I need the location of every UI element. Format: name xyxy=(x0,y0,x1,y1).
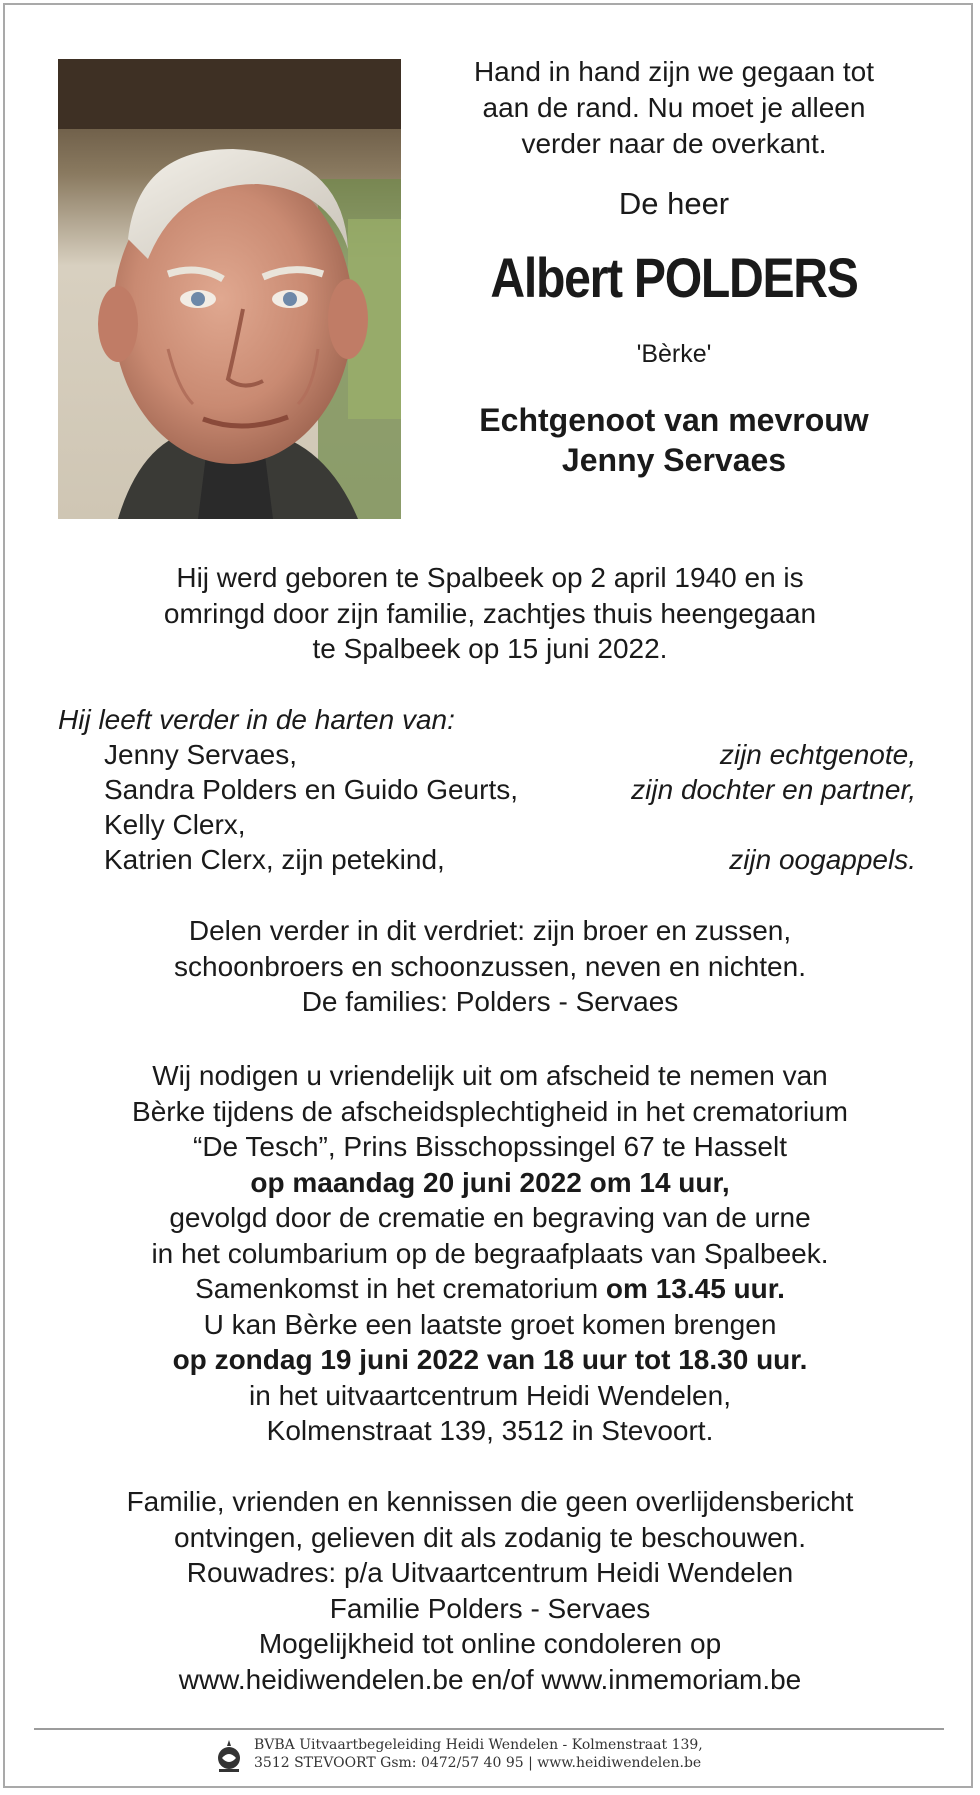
visitation-date: op zondag 19 juni 2022 van 18 uur tot 18.30 uur. xyxy=(172,1344,808,1375)
closing-line: Familie Polders - Servaes xyxy=(329,1592,651,1624)
gathering-text: Samenkomst in het crematorium xyxy=(195,1273,606,1304)
header-column xyxy=(420,48,928,480)
footer xyxy=(254,1736,703,1772)
quote-line: aan de rand. Nu moet je alleen xyxy=(482,92,866,123)
sharing-line: De families: Polders - Servaes xyxy=(301,986,679,1017)
quote-line: verder naar de overkant. xyxy=(521,128,827,159)
survivor-relation: zijn echtgenote, xyxy=(719,739,916,770)
survivor-relation: zijn dochter en partner, xyxy=(631,774,916,805)
ceremony-line: U kan Bèrke een laatste groet komen brengen xyxy=(203,1308,777,1340)
survivor-name: Kelly Clerx, xyxy=(104,809,246,840)
spouse-line-1: Echtgenoot van mevrouw xyxy=(479,402,869,438)
quote-line: Hand in hand zijn we gegaan tot xyxy=(473,56,875,87)
gathering-time: om 13.45 uur. xyxy=(605,1273,785,1304)
survivor-name: Sandra Polders en Guido Geurts, xyxy=(104,774,519,805)
survivor-row xyxy=(58,842,916,877)
survivor-relation: zijn oogappels. xyxy=(729,844,916,875)
ceremony-gathering xyxy=(40,1271,940,1307)
ceremony-line: “De Tesch”, Prins Bisschopssingel 67 te Hasselt xyxy=(193,1131,787,1162)
footer-divider xyxy=(34,1728,944,1730)
birth-paragraph xyxy=(40,560,940,667)
footer-line-2: 3512 STEVOORT Gsm: 0472/57 40 95 | www.heidiwendelen.be xyxy=(254,1755,702,1771)
closing-line: ontvingen, gelieven dit als zodanig te beschouwen. xyxy=(174,1521,806,1553)
ceremony-line: in het uitvaartcentrum Heidi Wendelen, xyxy=(249,1379,731,1411)
ceremony-line: gevolgd door de crematie en begraving van de urne xyxy=(169,1202,811,1233)
ceremony-line: Wij nodigen u vriendelijk uit om afscheid te nemen van xyxy=(152,1060,828,1091)
ceremony-date: op maandag 20 juni 2022 om 14 uur, xyxy=(250,1166,730,1198)
spouse-line xyxy=(420,400,928,480)
sharing-line: schoonbroers en schoonzussen, neven en nichten. xyxy=(174,950,806,982)
opening-quote xyxy=(420,54,928,162)
funeral-home-logo-icon xyxy=(214,1738,244,1774)
closing-paragraph xyxy=(40,1484,940,1697)
closing-line: www.heidiwendelen.be en/of www.inmemoriam.be xyxy=(178,1663,802,1695)
footer-line-1: BVBA Uitvaartbegeleiding Heidi Wendelen - Kolmenstraat 139, xyxy=(254,1737,703,1753)
nickname: 'Bèrke' xyxy=(636,340,712,368)
survivors-list xyxy=(58,702,916,877)
honorific: De heer xyxy=(618,186,730,221)
sharing-paragraph xyxy=(40,913,940,1020)
closing-line: Mogelijkheid tot online condoleren op xyxy=(258,1628,722,1659)
survivor-row xyxy=(58,807,916,842)
birth-line: te Spalbeek op 15 juni 2022. xyxy=(312,633,668,664)
deceased-name: Albert POLDERS xyxy=(490,246,858,309)
ceremony-line: Kolmenstraat 139, 3512 in Stevoort. xyxy=(266,1415,714,1446)
survivor-name: Jenny Servaes, xyxy=(104,739,297,770)
birth-line: omringd door zijn familie, zachtjes thuis heengegaan xyxy=(163,597,817,629)
birth-line: Hij werd geboren te Spalbeek op 2 april 1940 en is xyxy=(176,562,804,593)
survivors-intro: Hij leeft verder in de harten van: xyxy=(58,704,455,735)
closing-line: Rouwadres: p/a Uitvaartcentrum Heidi Wendelen xyxy=(186,1557,794,1588)
ceremony-line: in het columbarium op de begraafplaats van Spalbeek. xyxy=(151,1237,829,1269)
survivor-name: Katrien Clerx, zijn petekind, xyxy=(104,844,445,875)
ceremony-line: Bèrke tijdens de afscheidsplechtigheid in het crematorium xyxy=(132,1095,848,1127)
survivor-row xyxy=(58,737,916,772)
ceremony-paragraph xyxy=(40,1058,940,1449)
survivor-row xyxy=(58,772,916,807)
closing-line: Familie, vrienden en kennissen die geen overlijdensbericht xyxy=(126,1486,854,1517)
spouse-line-2: Jenny Servaes xyxy=(561,442,787,478)
portrait-photo xyxy=(58,59,401,519)
sharing-line: Delen verder in dit verdriet: zijn broer en zussen, xyxy=(188,915,792,946)
